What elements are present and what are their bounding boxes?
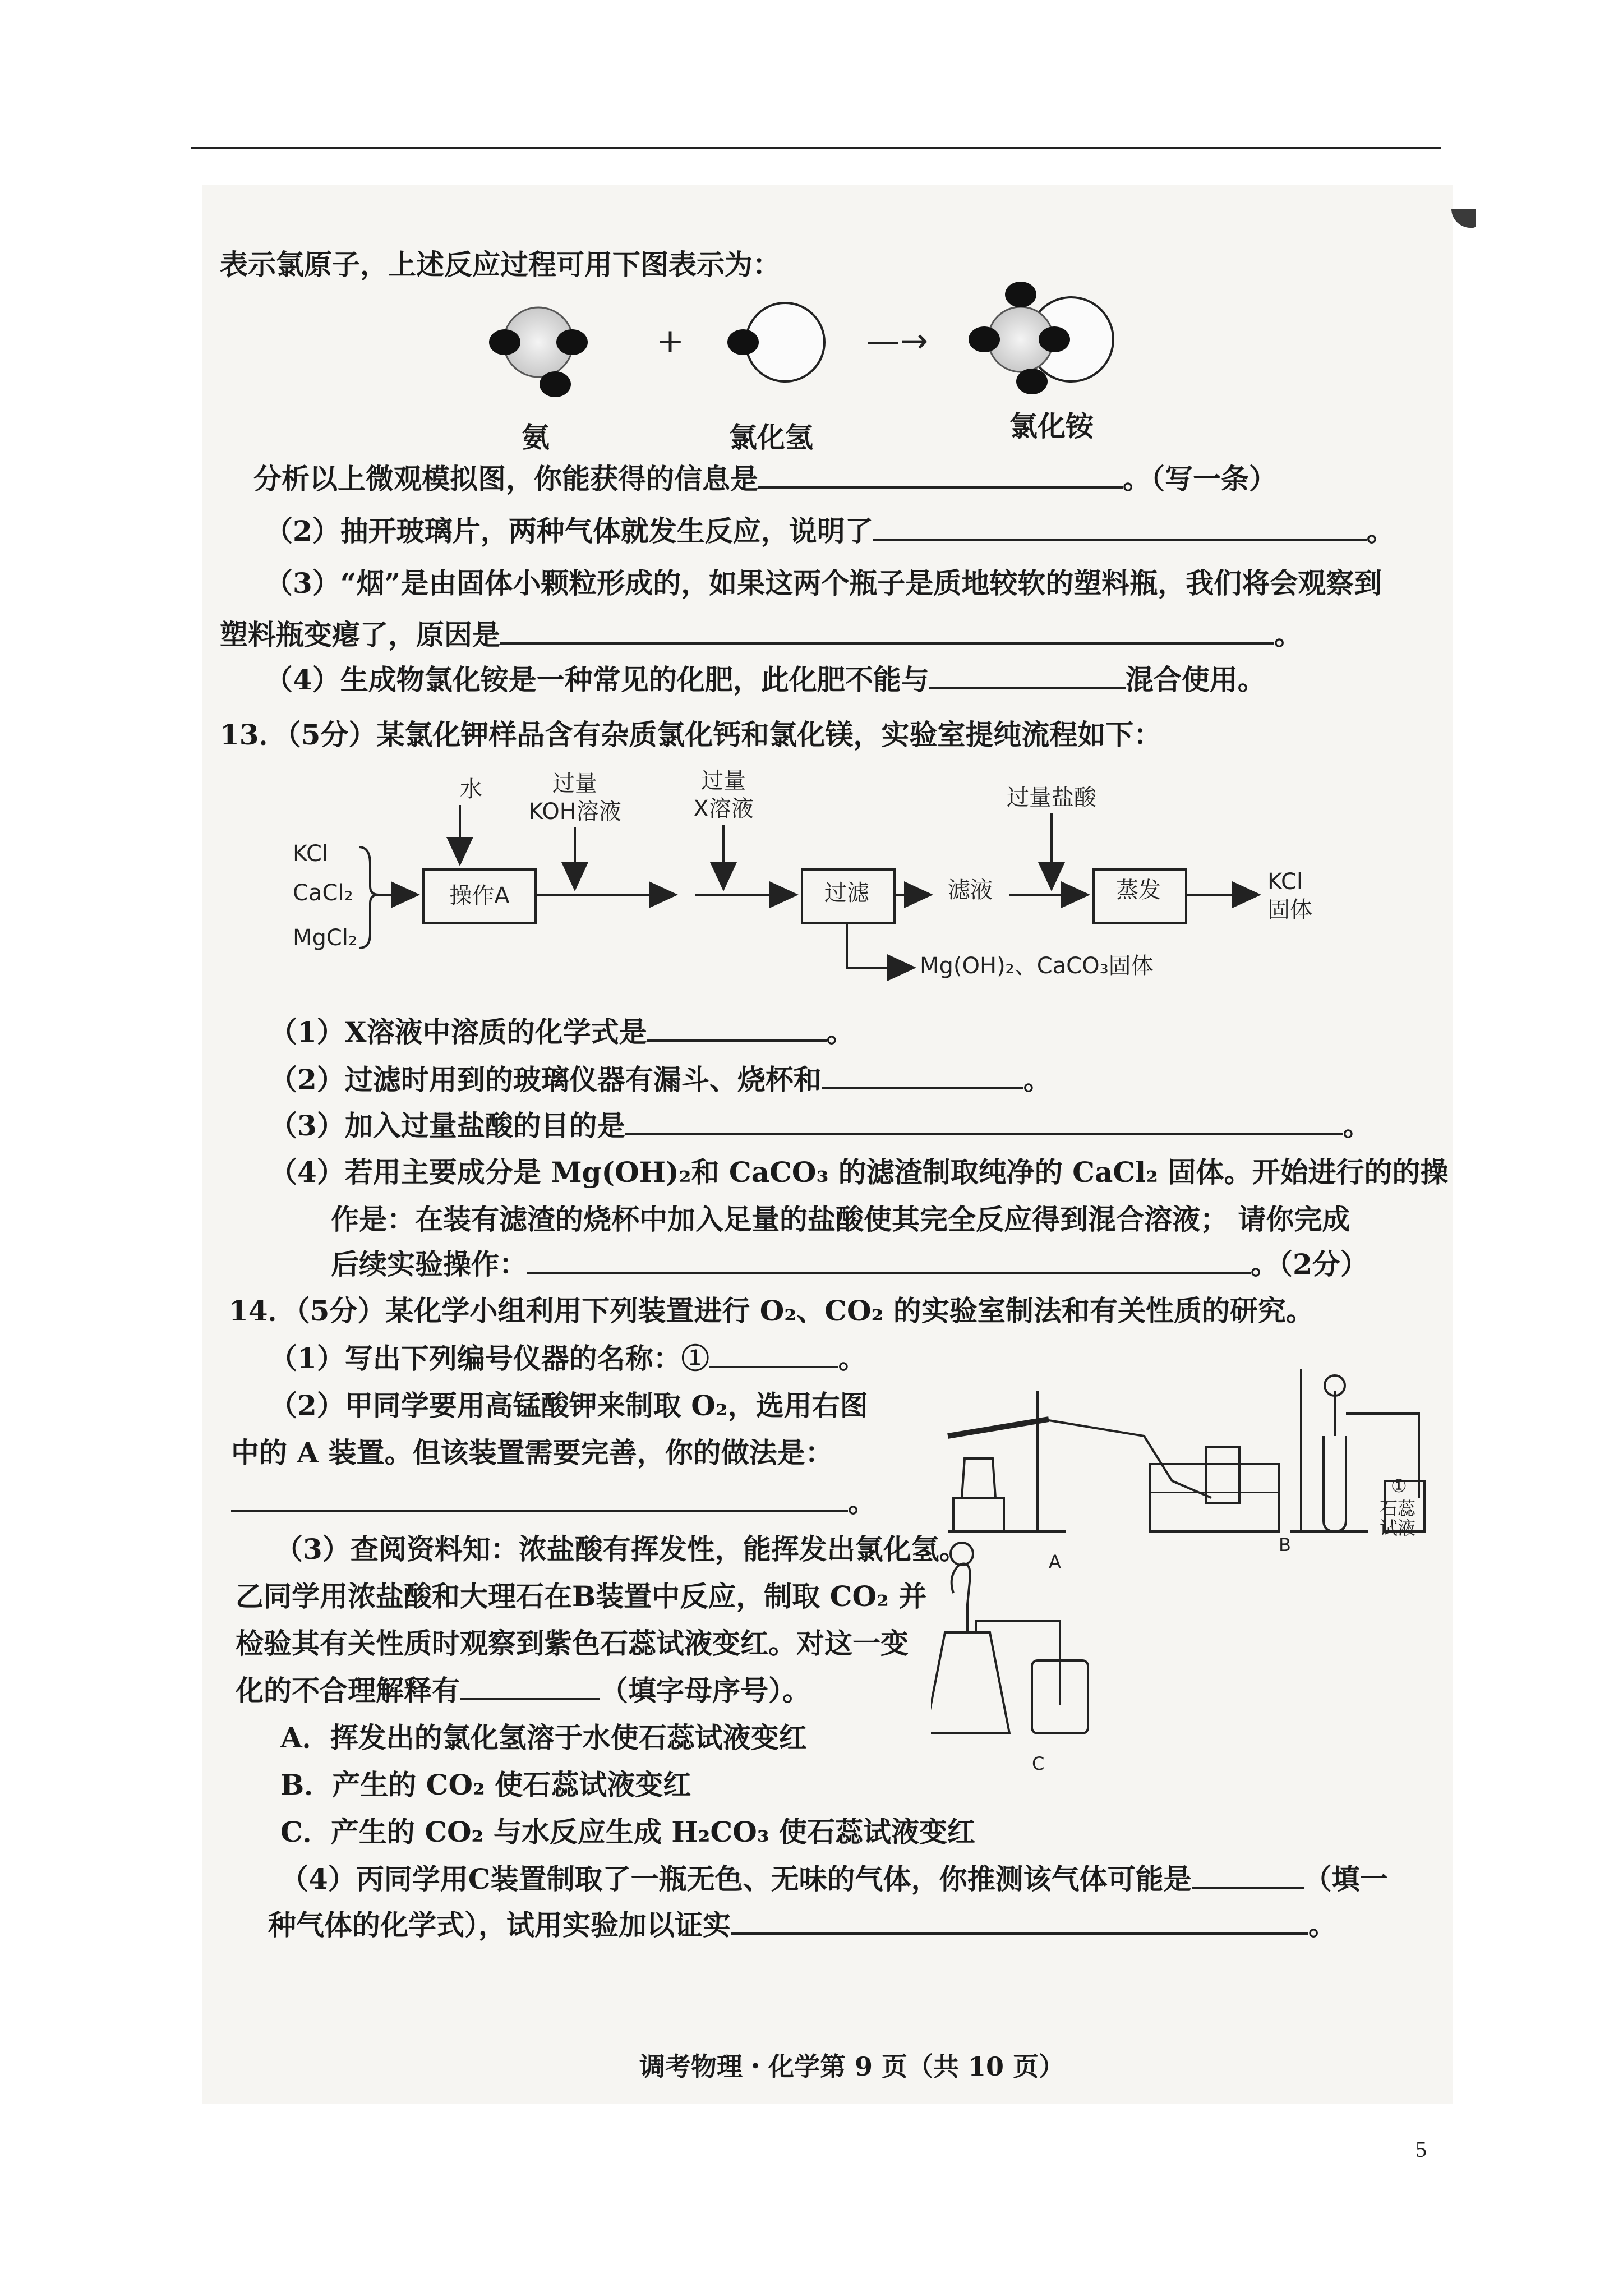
label-litmus-2: 试液 — [1380, 1517, 1416, 1539]
answer-blank[interactable] — [822, 1062, 1023, 1089]
q14-heading: 14．（5分）某化学小组利用下列装置进行 O₂、CO₂ 的实验室制法和有关性质的研究。 — [229, 1294, 1314, 1327]
header-rule — [191, 147, 1441, 149]
flow-x-bottom: X溶液 — [693, 796, 754, 822]
q14-option-a: A．挥发出的氯化氢溶于水使石蕊试液变红 — [280, 1721, 807, 1754]
ammonium-chloride-label: 氯化铵 — [1009, 409, 1094, 443]
flow-filtrate: 滤液 — [948, 877, 993, 903]
q14-option-c: C．产生的 CO₂ 与水反应生成 H₂CO₃ 使石蕊试液变红 — [280, 1815, 976, 1848]
answer-blank[interactable] — [709, 1341, 838, 1368]
q13-part3: （3）加入过量盐酸的目的是 。 — [269, 1109, 1371, 1142]
q14-part4-line2: 种气体的化学式），试用实验加以证实 。 — [268, 1908, 1336, 1941]
label-marker-1: ① — [1391, 1475, 1407, 1497]
q14-part2-line2: 中的 A 装置。但该装置需要完善，你的做法是： — [231, 1436, 833, 1469]
page-number: 5 — [1415, 2137, 1427, 2162]
answer-blank[interactable] — [731, 1908, 1308, 1935]
hcl-label: 氯化氢 — [729, 421, 813, 454]
answer-blank[interactable] — [460, 1673, 600, 1700]
label-a: A — [1049, 1551, 1061, 1572]
q14-option-b: B．产生的 CO₂ 使石蕊试液变红 — [280, 1768, 691, 1801]
flow-input-kcl: KCl — [293, 841, 329, 867]
q14-part3-line3: 检验其有关性质时观察到紫色石蕊试液变红。对这一变 — [236, 1627, 909, 1660]
flow-koh-bottom: KOH溶液 — [528, 799, 621, 825]
q14-part3-line1: （3）查阅资料知：浓盐酸有挥发性，能挥发出氯化氢。 — [275, 1533, 967, 1566]
q14-part3-line2: 乙同学用浓盐酸和大理石在B装置中反应，制取 CO₂ 并 — [236, 1580, 927, 1613]
flow-hcl: 过量盐酸 — [1007, 785, 1096, 811]
q12-part4: （4）生成物氯化铵是一种常见的化肥，此化肥不能与 混合使用。 — [265, 663, 1266, 696]
flow-product-bottom: 固体 — [1267, 897, 1312, 923]
q13-part1: （1）X溶液中溶质的化学式是 。 — [269, 1015, 855, 1048]
q13-part2: （2）过滤时用到的玻璃仪器有漏斗、烧杯和 。 — [269, 1063, 1052, 1096]
flow-input-mgcl2: MgCl₂ — [293, 925, 357, 951]
q14-part4-line1: （4）丙同学用C装置制取了一瓶无色、无味的气体，你推测该气体可能是 （填一 — [280, 1862, 1388, 1895]
q13-part4-line2: 作是：在装有滤渣的烧杯中加入足量的盐酸使其完全反应得到混合溶液； 请你完成 — [331, 1203, 1350, 1236]
flow-x-top: 过量 — [701, 768, 746, 794]
q12-part3-line2: 塑料瓶变瘪了，原因是 。 — [220, 618, 1302, 651]
flow-evaporate: 蒸发 — [1116, 877, 1161, 903]
purification-flowchart — [280, 763, 1391, 999]
answer-blank[interactable] — [929, 662, 1126, 689]
answer-blank[interactable] — [873, 514, 1367, 541]
answer-blank[interactable] — [625, 1108, 1343, 1135]
q14-part1: （1）写出下列编号仪器的名称：① 。 — [269, 1342, 866, 1375]
q14-part2-line3: 。 — [231, 1484, 876, 1520]
page-footer: 调考物理・化学第 9 页（共 10 页） — [639, 2051, 1065, 2082]
q12-analysis: 分析以上微观模拟图，你能获得的信息是 。（写一条） — [253, 462, 1277, 495]
flow-filter: 过滤 — [824, 880, 869, 906]
answer-blank[interactable] — [231, 1485, 848, 1512]
q14-part3-line4: 化的不合理解释有 （填字母序号）。 — [236, 1674, 810, 1707]
flow-op-a: 操作A — [449, 883, 510, 909]
ammonia-molecule-icon — [489, 307, 588, 397]
q12-part2: （2）抽开玻璃片，两种气体就发生反应，说明了 。 — [265, 514, 1395, 547]
label-litmus-1: 石蕊 — [1380, 1498, 1416, 1519]
flow-water: 水 — [460, 776, 482, 802]
q12-part3-line1: （3）“烟”是由固体小颗粒形成的，如果这两个瓶子是质地较软的塑料瓶，我们将会观察到 — [265, 567, 1382, 600]
answer-blank[interactable] — [500, 618, 1274, 645]
label-c: C — [1032, 1753, 1045, 1774]
flow-product-top: KCl — [1267, 869, 1303, 895]
answer-blank[interactable] — [527, 1247, 1251, 1274]
flow-residue: Mg(OH)₂、CaCO₃固体 — [920, 953, 1154, 979]
q13-part4-line3: 后续实验操作： 。（2分） — [331, 1248, 1368, 1281]
q13-part4-line1: （4）若用主要成分是 Mg(OH)₂和 CaCO₃ 的滤渣制取纯净的 CaCl₂ 固体。开始进行的的操 — [269, 1156, 1449, 1189]
apparatus-c-icon — [931, 1543, 1088, 1733]
q12-intro: 表示氯原子，上述反应过程可用下图表示为： — [220, 248, 781, 281]
apparatus-a-icon — [948, 1391, 1279, 1531]
molecule-diagram — [471, 269, 1155, 415]
flow-input-cacl2: CaCl₂ — [293, 880, 353, 906]
answer-blank[interactable] — [758, 462, 1123, 489]
answer-blank[interactable] — [647, 1015, 827, 1042]
ammonia-label: 氨 — [522, 421, 550, 454]
hcl-molecule-icon — [727, 303, 824, 381]
ammonium-chloride-molecule-icon — [969, 282, 1113, 394]
q14-part2-line1: （2）甲同学要用高锰酸钾来制取 O₂，选用右图 — [269, 1389, 868, 1422]
plus-sign: + — [656, 321, 685, 361]
scan-edge-mark — [1451, 209, 1476, 228]
apparatus-illustration — [931, 1369, 1436, 1784]
answer-blank[interactable] — [1192, 1862, 1304, 1889]
q13-heading: 13．（5分）某氯化钾样品含有杂质氯化钙和氯化镁，实验室提纯流程如下： — [220, 718, 1162, 751]
flow-koh-top: 过量 — [552, 771, 597, 797]
label-b: B — [1279, 1534, 1291, 1556]
arrow-sign: —→ — [866, 321, 929, 361]
